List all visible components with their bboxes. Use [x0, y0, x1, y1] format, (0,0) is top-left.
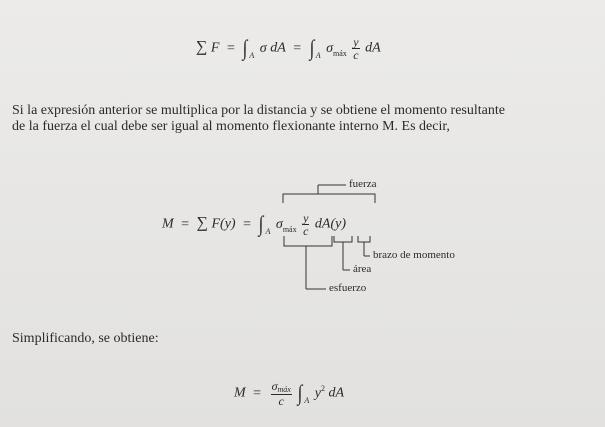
sigma-symbol: σ [259, 40, 267, 56]
label-fuerza: fuerza [349, 178, 377, 190]
differential-area-times-y: dA(y) [314, 216, 347, 232]
equation-simplified-moment [234, 380, 344, 407]
brazo-bracket [358, 236, 370, 242]
moment-variable: M [162, 216, 174, 232]
fraction-denominator: c [303, 224, 309, 238]
fraction-numerator: y [353, 35, 359, 49]
equals-sign: = [226, 40, 235, 56]
area-bracket [334, 236, 352, 242]
integral-symbol: ∫ [242, 34, 248, 60]
sigma-max-symbol: σ [275, 216, 283, 232]
differential-area-2: dA [365, 40, 381, 56]
fuerza-bracket [283, 194, 375, 203]
sum-symbol: ∑ [196, 214, 208, 232]
fraction-numerator: y [303, 211, 309, 225]
sum-symbol: ∑ [196, 38, 208, 56]
equals-sign: = [253, 385, 262, 401]
differential-area: dA [270, 40, 286, 56]
y-variable: y [314, 385, 321, 401]
moment-variable: M [234, 385, 246, 401]
label-esfuerzo: esfuerzo [329, 282, 367, 294]
label-area: área [353, 263, 372, 275]
max-subscript: máx [333, 48, 347, 58]
integral-symbol: ∫ [297, 379, 303, 405]
force-times-distance: F(y) [211, 216, 236, 232]
esfuerzo-bracket [284, 236, 332, 246]
sigma-symbol: σ [271, 379, 278, 393]
fraction-sigma-over-c [271, 380, 292, 407]
integral-subscript: A [304, 395, 310, 405]
integral-symbol-2: ∫ [309, 34, 315, 60]
fraction-denominator: c [353, 48, 359, 62]
sigma-max-symbol: σ [326, 40, 333, 56]
label-brazo-de-momento: brazo de momento [373, 249, 455, 261]
integral-subscript-2: A [315, 50, 321, 60]
differential-area: dA [328, 385, 345, 401]
paragraph-line-2: de la fuerza el cual debe ser igual al momento flexionante interno M. Es decir, [12, 119, 450, 134]
max-subscript: máx [277, 385, 291, 394]
equals-sign-2: = [243, 216, 251, 232]
squared-exponent: 2 [320, 384, 325, 394]
fraction-numerator [271, 380, 292, 395]
equals-sign-2: = [293, 40, 302, 56]
paragraph-simplifying: Simplificando, se obtiene: [12, 331, 159, 346]
integral-subscript: A [249, 50, 255, 60]
integral-symbol: ∫ [259, 210, 264, 236]
max-subscript: máx [282, 224, 297, 234]
integral-subscript: A [265, 226, 271, 236]
fraction-denominator: c [278, 394, 284, 408]
equals-sign: = [181, 216, 190, 232]
paragraph-line-1: Si la expresión anterior se multiplica por la distancia y se obtiene el momento resultante [12, 103, 505, 118]
force-variable: F [210, 40, 220, 56]
